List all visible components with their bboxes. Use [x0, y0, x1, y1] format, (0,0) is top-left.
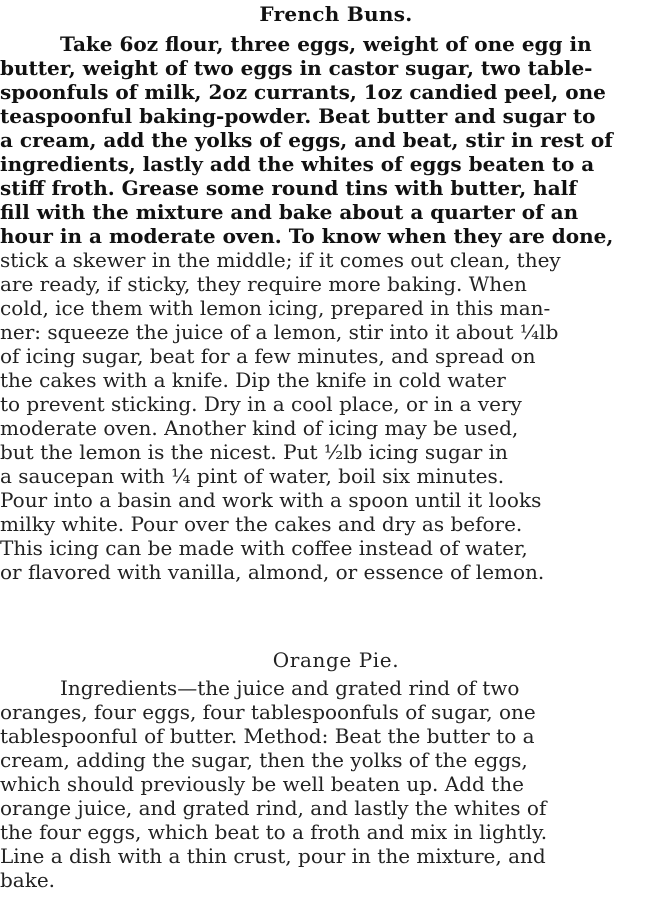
text-line: teaspoonful baking-powder. Beat butter and sugar to [0, 104, 596, 128]
text-line: orange juice, and grated rind, and lastly the whites of [0, 796, 547, 820]
text-line: stiff froth. Grease some round tins with butter, half [0, 176, 577, 200]
text-line: the four eggs, which beat to a froth and mix in lightly. [0, 820, 548, 844]
text-line: a cream, add the yolks of eggs, and beat, stir in rest of [0, 128, 613, 152]
text-line: stick a skewer in the middle; if it comes out clean, they [0, 248, 561, 272]
text-line: the cakes with a knife. Dip the knife in cold water [0, 368, 506, 392]
recipe-title-orange-pie: Orange Pie. [272, 648, 400, 672]
text-line: milky white. Pour over the cakes and dry as before. [0, 512, 523, 536]
text-line: cream, adding the sugar, then the yolks of the eggs, [0, 748, 528, 772]
text-line: of icing sugar, beat for a few minutes, and spread on [0, 344, 536, 368]
text-line: a saucepan with ¼ pint of water, boil six minutes. [0, 464, 505, 488]
text-line: moderate oven. Another kind of icing may be used, [0, 416, 519, 440]
text-line: are ready, if sticky, they require more baking. When [0, 272, 527, 296]
text-line: but the lemon is the nicest. Put ½lb icing sugar in [0, 440, 508, 464]
text-line: ner: squeeze the juice of a lemon, stir into it about ¼lb [0, 320, 559, 344]
text-line: spoonfuls of milk, 2oz currants, 1oz candied peel, one [0, 80, 606, 104]
text-line: This icing can be made with coffee instead of water, [0, 536, 528, 560]
text-line: which should previously be well beaten up. Add the [0, 772, 524, 796]
text-line: tablespoonful of butter. Method: Beat the butter to a [0, 724, 535, 748]
text-line: cold, ice them with lemon icing, prepared in this man- [0, 296, 551, 320]
text-line: or flavored with vanilla, almond, or essence of lemon. [0, 560, 545, 584]
text-line: bake. [0, 868, 56, 892]
text-line: to prevent sticking. Dry in a cool place, or in a very [0, 392, 522, 416]
text-line: oranges, four eggs, four tablespoonfuls of sugar, one [0, 700, 536, 724]
text-line: hour in a moderate oven. To know when they are done, [0, 224, 614, 248]
text-line: Line a dish with a thin crust, pour in the mixture, and [0, 844, 546, 868]
text-line: Pour into a basin and work with a spoon until it looks [0, 488, 542, 512]
text-line: Ingredients—the juice and grated rind of two [60, 676, 520, 700]
recipe-title-french-buns: French Buns. [259, 2, 413, 26]
text-line: fill with the mixture and bake about a quarter of an [0, 200, 579, 224]
text-line: butter, weight of two eggs in castor sugar, two table- [0, 56, 593, 80]
text-line: ingredients, lastly add the whites of eggs beaten to a [0, 152, 595, 176]
text-line: Take 6oz flour, three eggs, weight of one egg in [60, 32, 592, 56]
